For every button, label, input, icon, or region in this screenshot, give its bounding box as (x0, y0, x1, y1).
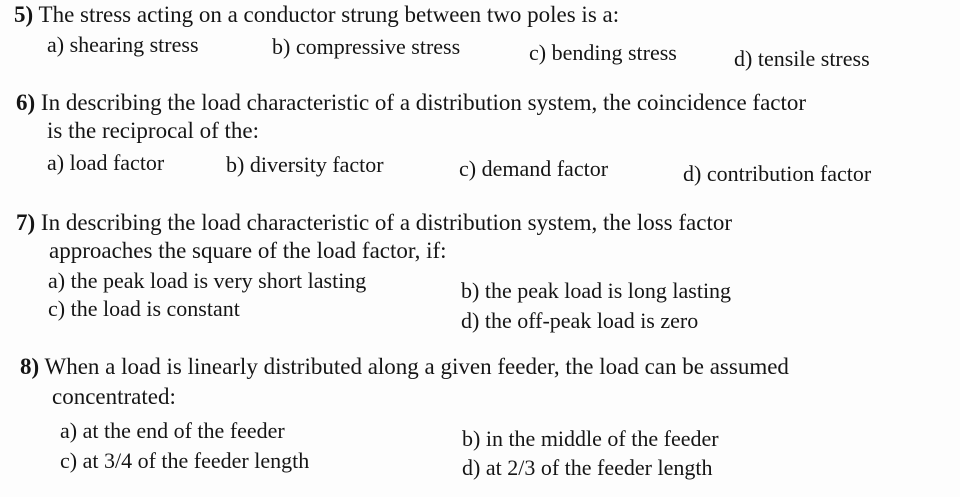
option-b: b) the peak load is long lasting (461, 278, 732, 303)
option-a: a) shearing stress (47, 32, 199, 57)
option-b: b) diversity factor (226, 152, 384, 177)
question-stem-line: concentrated: (52, 384, 176, 409)
question-number: 5) (14, 2, 34, 27)
option-d: d) the off-peak load is zero (461, 308, 699, 333)
question-number: 7) (16, 210, 36, 235)
question-stem-line: In describing the load characteristic of a distribution system, the loss factor (40, 210, 732, 235)
question-stem-line: In describing the load characteristic of a distribution system, the coincidence factor (40, 90, 807, 115)
option-d: d) at 2/3 of the feeder length (462, 455, 713, 480)
option-b: b) compressive stress (272, 34, 461, 59)
question-stem-line: is the reciprocal of the: (47, 118, 260, 143)
option-c: c) bending stress (529, 40, 677, 65)
question-stem-line: When a load is linearly distributed along a given feeder, the load can be assumed (44, 354, 789, 379)
question-number: 8) (20, 354, 40, 379)
option-a: a) at the end of the feeder (60, 418, 285, 443)
question-stem-line: approaches the square of the load factor, if: (49, 238, 447, 263)
option-a: a) the peak load is very short lasting (48, 268, 367, 293)
option-d: d) contribution factor (683, 161, 872, 186)
option-c: c) the load is constant (48, 296, 240, 321)
option-a: a) load factor (47, 150, 165, 175)
option-d: d) tensile stress (734, 46, 870, 71)
option-c: c) demand factor (459, 156, 609, 181)
question-number: 6) (16, 90, 36, 115)
option-c: c) at 3/4 of the feeder length (60, 448, 310, 473)
question-stem-line: The stress acting on a conductor strung between two poles is a: (38, 2, 620, 27)
option-b: b) in the middle of the feeder (462, 426, 719, 451)
